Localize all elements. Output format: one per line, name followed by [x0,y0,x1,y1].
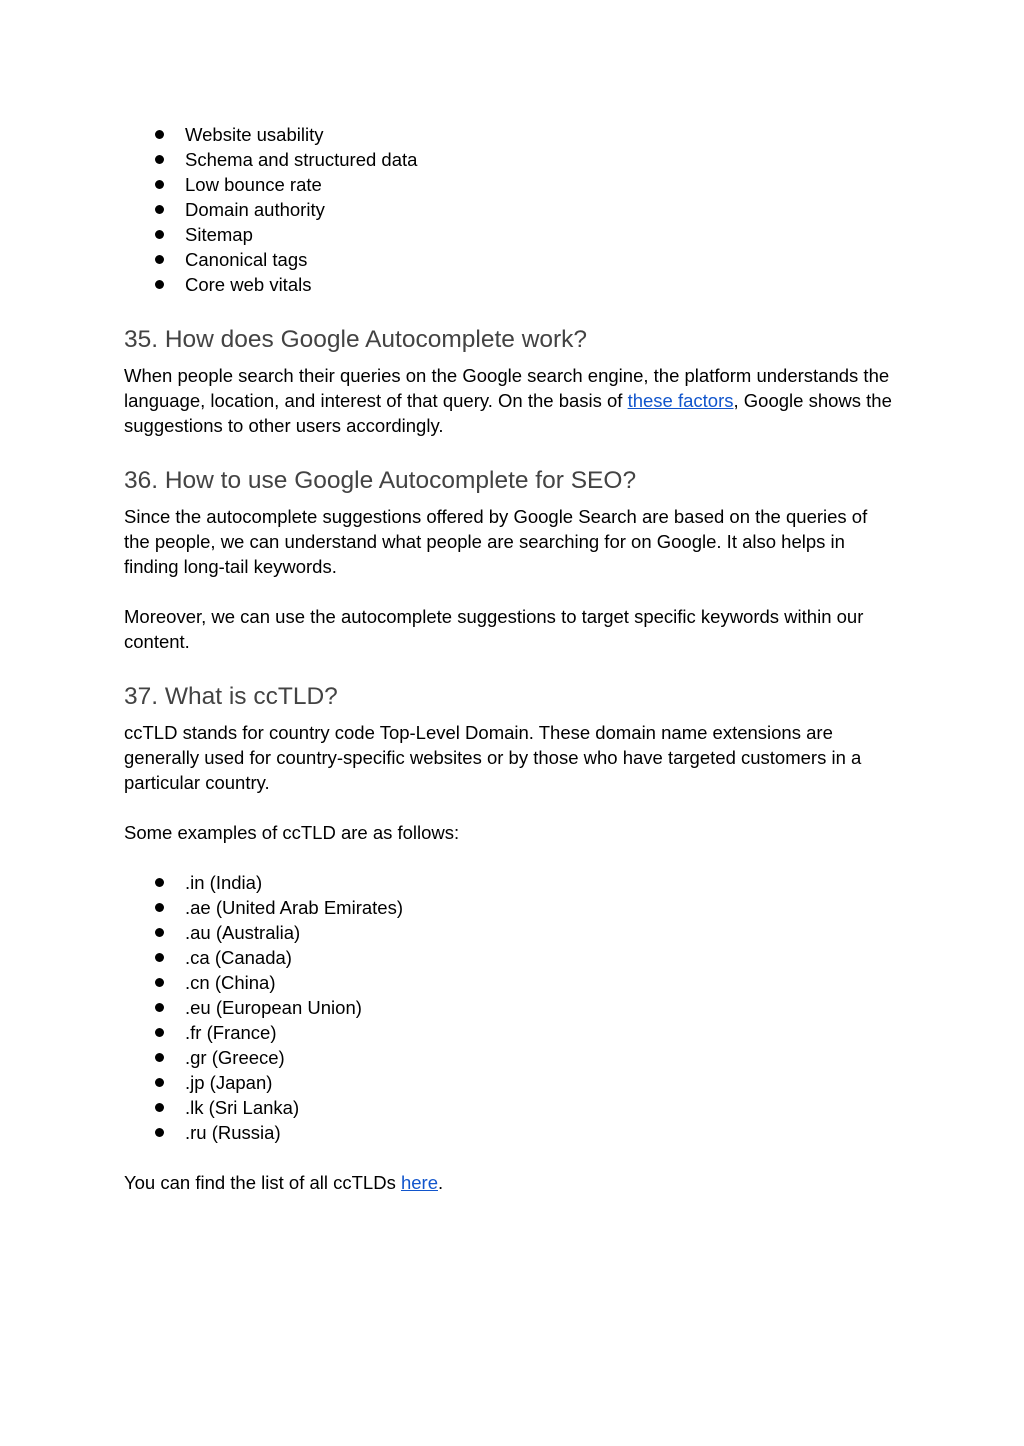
list-item: Sitemap [124,222,417,247]
bullet-icon [155,205,164,214]
list-item: .au (Australia) [124,920,403,945]
bullet-icon [155,978,164,987]
cctld-examples-list [124,870,403,1145]
closing-paragraph: You can find the list of all ccTLDs here. [124,1172,444,1193]
heading-37: 37. What is ccTLD? [124,683,338,710]
paragraph-36-2: Moreover, we can use the autocomplete suggestions to target specific keywords within our content. [124,606,864,652]
list-item: .ae (United Arab Emirates) [124,895,403,920]
heading-36: 36. How to use Google Autocomplete for SEO? [124,467,637,494]
list-item: .in (India) [124,870,403,895]
bullet-icon [155,155,164,164]
bullet-icon [155,878,164,887]
bullet-icon [155,903,164,912]
here-link[interactable]: here [400,1172,438,1193]
list-item: Website usability [124,122,417,147]
list-item: Schema and structured data [124,147,417,172]
bullet-icon [155,280,164,289]
paragraph-36-1: Since the autocomplete suggestions offered by Google Search are based on the queries of the people, we can understand what people are searching for on Google. It also helps in finding long-tail keywords. [124,506,868,577]
paragraph-35: When people search their queries on the Google search engine, the platform understands the language, location, and interest of that query. On the basis of these factors, Google shows the suggestions to other users accordingly. [124,365,892,436]
bullet-icon [155,953,164,962]
list-item: .jp (Japan) [124,1070,403,1095]
bullet-icon [155,1128,164,1137]
paragraph-37-2: Some examples of ccTLD are as follows: [124,822,460,843]
list-item: Domain authority [124,197,417,222]
list-item: Core web vitals [124,272,417,297]
bullet-icon [155,1028,164,1037]
bullet-icon [155,255,164,264]
bullet-icon [155,928,164,937]
bullet-icon [155,1103,164,1112]
bullet-icon [155,180,164,189]
paragraph-37-1: ccTLD stands for country code Top-Level Domain. These domain name extensions are generally used for country-specific websites or by those who have targeted customers in a particular country. [124,722,862,793]
list-item: .lk (Sri Lanka) [124,1095,403,1120]
list-item: Low bounce rate [124,172,417,197]
list-item: .fr (France) [124,1020,403,1045]
bullet-icon [155,1053,164,1062]
list-item: .ru (Russia) [124,1120,403,1145]
list-item: .ca (Canada) [124,945,403,970]
these-factors-link[interactable]: these factors [627,390,734,411]
bullet-icon [155,230,164,239]
list-item: .eu (European Union) [124,995,403,1020]
bullet-icon [155,1078,164,1087]
bullet-icon [155,130,164,139]
list-item: .gr (Greece) [124,1045,403,1070]
heading-35: 35. How does Google Autocomplete work? [124,326,588,353]
list-item: Canonical tags [124,247,417,272]
list-item: .cn (China) [124,970,403,995]
seo-factors-list [124,122,417,297]
bullet-icon [155,1003,164,1012]
